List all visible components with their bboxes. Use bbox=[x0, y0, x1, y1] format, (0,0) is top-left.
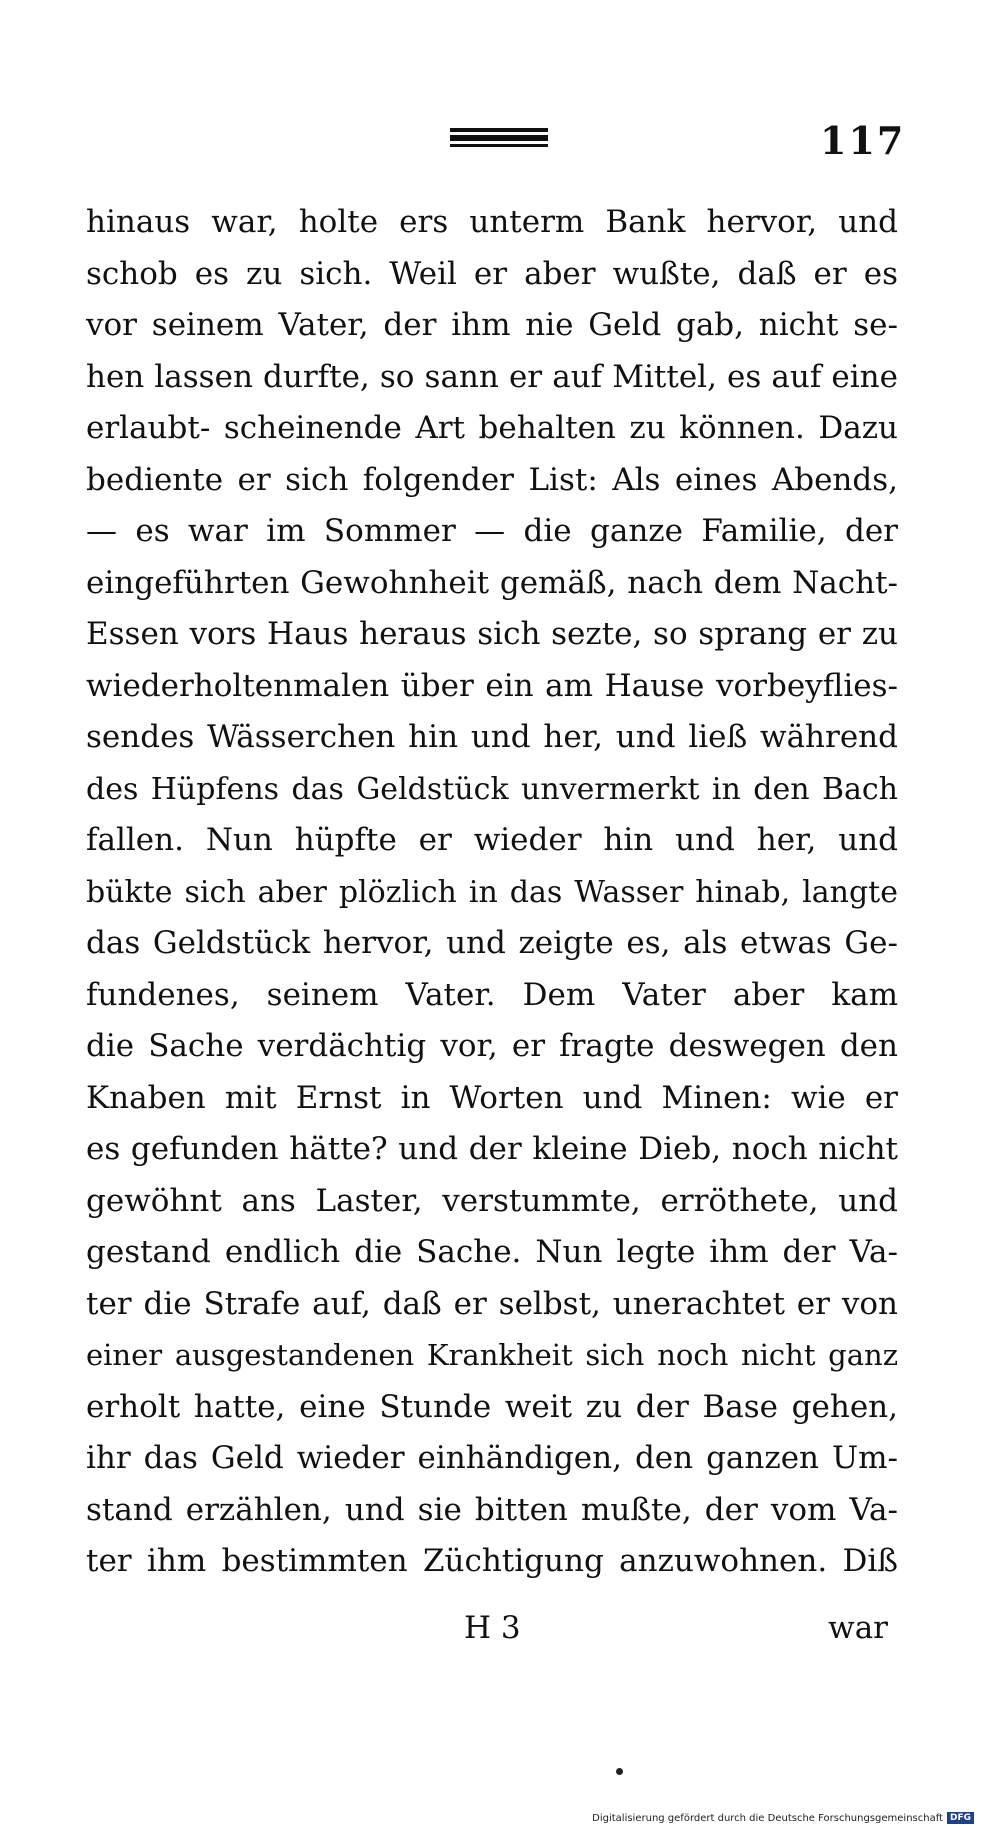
text-line: es gefunden hätte? und der kleine Dieb, noch nicht bbox=[86, 1131, 898, 1167]
text-line: fundenes, seinem Vater. Dem Vater aber kam bbox=[86, 976, 898, 1013]
text-line: stand erzählen, und sie bitten mußte, der vom Va- bbox=[86, 1491, 898, 1528]
text-line: einer ausgestandenen Krankheit sich noch nicht ganz bbox=[86, 1338, 898, 1372]
text-line: fallen. Nun hüpfte er wieder hin und her, und bbox=[86, 822, 898, 858]
digitization-credit bbox=[592, 1812, 974, 1824]
text-line: gewöhnt ans Laster, verstummte, erröthete, und bbox=[86, 1182, 898, 1219]
text-line: sendes Wässerchen hin und her, und ließ während bbox=[86, 719, 898, 755]
text-line: bediente er sich folgender List: Als eines Abends, bbox=[86, 461, 898, 498]
text-line: ihr das Geld wieder einhändigen, den ganzen Um- bbox=[86, 1440, 898, 1476]
text-line: schob es zu sich. Weil er aber wußte, daß er es bbox=[86, 255, 898, 292]
text-line: vor seinem Vater, der ihm nie Geld gab, nicht se- bbox=[86, 307, 898, 343]
text-line: erlaubt- scheinende Art behalten zu können. Dazu bbox=[86, 410, 898, 446]
page-number: 117 bbox=[820, 118, 906, 163]
text-line: die Sache verdächtig vor, er fragte deswegen den bbox=[86, 1028, 898, 1064]
text-line: Knaben mit Ernst in Worten und Minen: wie er bbox=[86, 1079, 898, 1116]
text-line: Essen vors Haus heraus sich sezte, so sprang er zu bbox=[86, 616, 898, 652]
text-line: — es war im Sommer — die ganze Familie, der bbox=[86, 513, 898, 549]
catchword: war bbox=[828, 1610, 888, 1646]
text-line: das Geldstück hervor, und zeigte es, als etwas Ge- bbox=[86, 925, 898, 961]
page-footer bbox=[86, 1602, 898, 1654]
signature-mark: H 3 bbox=[464, 1610, 521, 1646]
text-line: ter ihm bestimmten Züchtigung anzuwohnen. Diß bbox=[86, 1543, 898, 1579]
text-line: erholt hatte, eine Stunde weit zu der Base gehen, bbox=[86, 1388, 898, 1425]
text-line: eingeführten Gewohnheit gemäß, nach dem Nacht- bbox=[86, 564, 898, 601]
ink-speck bbox=[616, 1768, 623, 1775]
text-line: gestand endlich die Sache. Nun legte ihm der Va- bbox=[86, 1234, 898, 1270]
text-line: hinaus war, holte ers unterm Bank hervor, und bbox=[86, 204, 898, 240]
text-line: hen lassen durfte, so sann er auf Mittel, es auf eine bbox=[86, 358, 898, 395]
text-line: des Hüpfens das Geldstück unvermerkt in den Bach bbox=[86, 771, 898, 807]
dfg-logo: DFG bbox=[947, 1812, 974, 1824]
text-line: bükte sich aber plözlich in das Wasser hinab, langte bbox=[86, 874, 898, 910]
text-line: wiederholtenmalen über ein am Hause vorbeyflies- bbox=[86, 667, 898, 704]
body-text bbox=[86, 197, 898, 1588]
header-ornament-rule bbox=[450, 128, 548, 148]
text-line: ter die Strafe auf, daß er selbst, unerachtet er von bbox=[86, 1285, 898, 1322]
digitization-note-text: Digitalisierung gefördert durch die Deutsche Forschungsgemeinschaft bbox=[592, 1812, 943, 1824]
